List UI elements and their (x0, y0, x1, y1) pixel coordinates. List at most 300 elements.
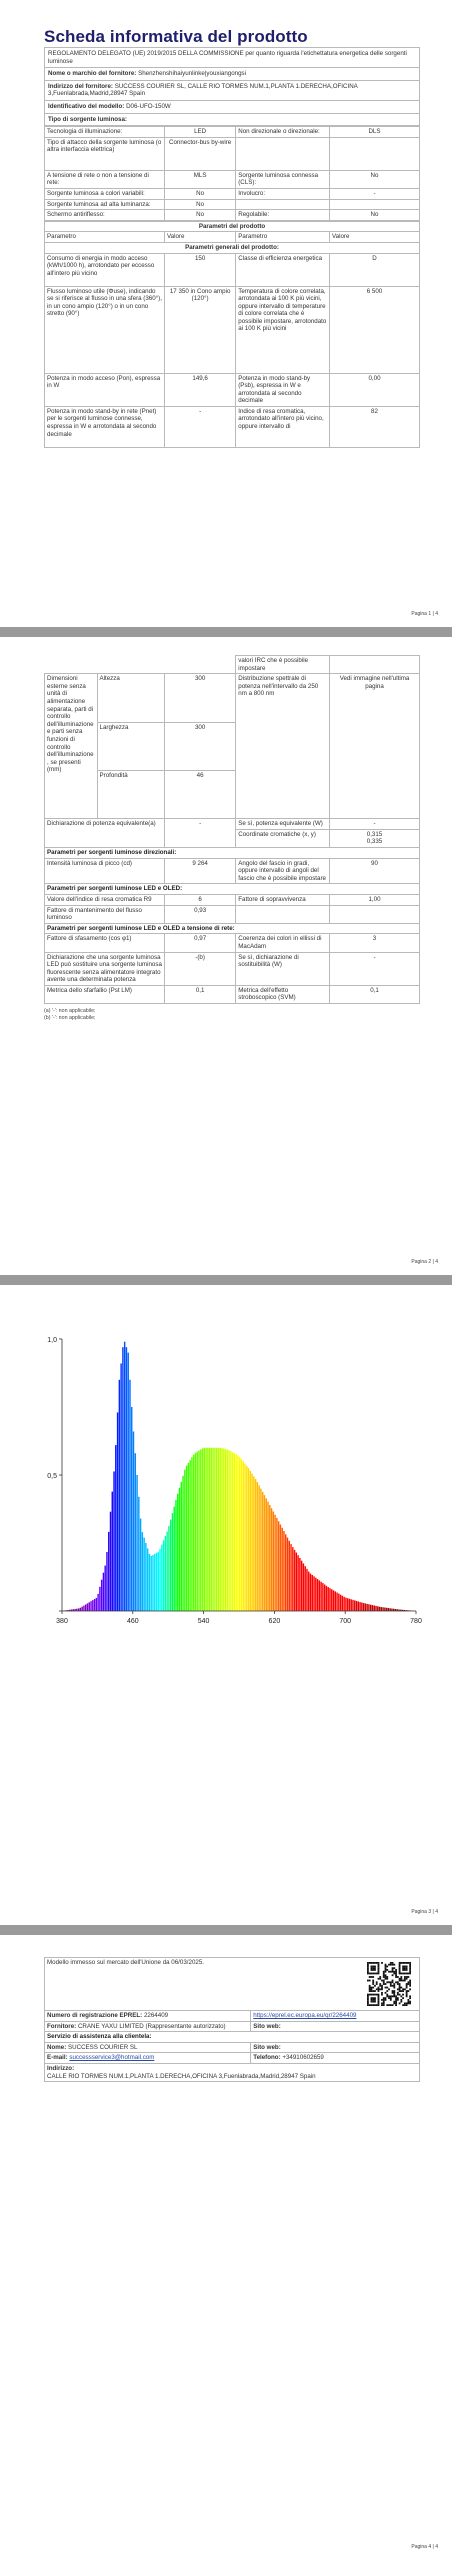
type-rows-l-label: Tecnologia di illuminazione: (45, 127, 165, 138)
general-rows-v-value: 149,6 (165, 373, 236, 406)
spd-bar (143, 1538, 144, 1611)
spd-bar (234, 1453, 235, 1611)
spd-bar (151, 1556, 152, 1611)
equiv-label: Dichiarazione di potenza equivalente(a) (45, 819, 165, 848)
spd-bar (352, 1600, 353, 1611)
dim-height-label: Altezza (97, 674, 165, 722)
spd-bar (315, 1578, 316, 1611)
x-tick-label: 540 (197, 1618, 210, 1625)
spd-bar (156, 1553, 157, 1611)
col-param-2: Parametro (236, 232, 330, 243)
general-rows-l-2-label: Indice di resa cromatica, arrotondato all'intero più vicino, oppure intervallo di (236, 406, 330, 447)
mains-row-l-2: Se sì, dichiarazione di sostituibilità (W) (236, 952, 330, 985)
cont-table (44, 655, 420, 1004)
spd-bar (273, 1511, 274, 1611)
type-rows-l-label: Sorgente luminosa ad alta luminanza: (45, 199, 165, 210)
spd-bar (370, 1605, 371, 1611)
model-value: D06-UFO-150W (126, 102, 171, 110)
spd-bar (158, 1552, 159, 1611)
spd-bar (119, 1380, 120, 1611)
regulation-text: REGOLAMENTO DELEGATO (UE) 2019/2015 DELLA COMMISSIONE per quanto riguarda l'etichettatura energetica delle sorgenti luminose (44, 47, 420, 68)
spd-bar (324, 1584, 325, 1611)
spd-bar (365, 1603, 366, 1611)
spd-bar (214, 1448, 215, 1611)
spd-bar (152, 1555, 153, 1611)
spd-bar (338, 1594, 339, 1611)
spd-bar (202, 1448, 203, 1611)
eprel-link-cell (251, 2011, 420, 2022)
spd-bar (280, 1525, 281, 1611)
mains-row-v-2: 0,1 (330, 985, 420, 1003)
spd-bar (211, 1448, 212, 1611)
dim-depth-value: 46 (165, 770, 236, 818)
type-rows-l-2-label: Non direzionale o direzionale: (236, 127, 330, 138)
spd-bar (205, 1448, 206, 1611)
spd-bar (260, 1489, 261, 1611)
dim-width-value: 300 (165, 722, 236, 770)
spd-bar (191, 1457, 192, 1611)
general-rows-l-2-label: Classe di efficienza energetica (236, 253, 330, 286)
supplier-row (44, 68, 420, 81)
mains-row-l-2: Metrica dell'effetto stroboscopico (SVM) (236, 985, 330, 1003)
spd-bar (101, 1580, 102, 1611)
spd-bar (322, 1583, 323, 1611)
supplier-label: Nome o marchio del fornitore: (48, 70, 137, 78)
spd-bar (166, 1532, 167, 1611)
spd-bar (147, 1548, 148, 1611)
name-row (45, 2042, 251, 2053)
spd-bar (161, 1545, 162, 1611)
spd-bar (209, 1448, 210, 1611)
mains-row-v: 0,1 (165, 985, 236, 1003)
spd-bar (90, 1601, 91, 1611)
general-rows-v-2-value: 82 (330, 406, 420, 447)
spd-bar (354, 1600, 355, 1611)
type-rows-v-value: MLS (165, 170, 236, 188)
cri-range-cont: valori IRC che è possibile impostare (236, 656, 330, 674)
spd-bar (331, 1589, 332, 1611)
spd-bar (177, 1494, 178, 1611)
email-label: E-mail: (47, 2054, 68, 2062)
phone-label: Telefono: (253, 2054, 281, 2062)
qr-code-icon (367, 1962, 411, 2006)
chart-bars (62, 1342, 416, 1611)
spd-bar (80, 1608, 81, 1611)
col-value-1: Valore (165, 232, 236, 243)
spd-bar (317, 1579, 318, 1611)
spd-bar (349, 1599, 350, 1611)
spd-bar (220, 1448, 221, 1611)
spd-bar (89, 1602, 90, 1611)
spd-bar (94, 1599, 95, 1611)
spd-bar (267, 1502, 268, 1611)
spd-bar (124, 1342, 125, 1611)
spd-bar (377, 1606, 378, 1611)
spd-bar (103, 1573, 104, 1611)
general-rows-l-label: Potenza in modo stand-by in rete (Pnet) per le sorgenti luminose connesse, espressa in W e arrotondata al secondo decimale (45, 406, 165, 447)
name-value: SUCCESS COURIER SL (68, 2043, 138, 2051)
spd-bar (389, 1608, 390, 1611)
spd-bar (142, 1532, 143, 1611)
spd-bar (340, 1595, 341, 1611)
type-rows-v-2-value (330, 199, 420, 210)
spd-bar (269, 1505, 270, 1611)
general-rows-l-label: Consumo di energia in modo acceso (kWh/1000 h), arrotondato per eccesso all'intero più vicino (45, 253, 165, 286)
spd-bar (347, 1598, 348, 1611)
spd-bar (343, 1597, 344, 1611)
page-1 (0, 0, 452, 627)
spd-bar (363, 1603, 364, 1611)
spd-bar (361, 1603, 362, 1611)
spd-bar (230, 1451, 231, 1611)
x-tick-label: 780 (410, 1618, 422, 1625)
params-table (44, 221, 420, 448)
spd-bar (328, 1587, 329, 1611)
page-number: Pagina 4 | 4 (411, 2544, 438, 2550)
spd-bar (372, 1605, 373, 1611)
led-row-v-2: 1,00 (330, 894, 420, 905)
spd-bar (122, 1347, 123, 1611)
spd-bar (304, 1566, 305, 1611)
spd-bar (262, 1492, 263, 1611)
addr-label: Indirizzo: (47, 2064, 75, 2072)
spd-bar (276, 1518, 277, 1611)
mains-row-l: Metrica dello sfarfallio (Pst LM) (45, 985, 165, 1003)
col-param-1: Parametro (45, 232, 165, 243)
led-row-l-2 (236, 905, 330, 923)
spd-bar (133, 1431, 134, 1611)
name-label: Nome: (47, 2043, 67, 2051)
general-rows-v-value: - (165, 406, 236, 447)
equiv-label-2: Se sì, potenza equivalente (W) (236, 819, 330, 830)
type-rows-v-value: No (165, 210, 236, 221)
sheet-4 (44, 1957, 420, 2082)
general-rows-v-2-value: 0,00 (330, 373, 420, 406)
general-rows-l-2-label: Temperatura di colore correlata, arrotondata ai 100 K più vicini, oppure intervallo di temperature di colore correlata che è possibile impostare, arrotondato ai 100 K più vicini (236, 286, 330, 373)
x-tick-label: 460 (126, 1618, 139, 1625)
spd-bar (135, 1453, 136, 1611)
spd-bar (335, 1591, 336, 1611)
spd-bar (85, 1604, 86, 1611)
spd-bar (326, 1586, 327, 1611)
mains-row-v-2: 3 (330, 934, 420, 952)
phone-row (251, 2053, 420, 2064)
spd-bar (301, 1561, 302, 1611)
spd-bar (198, 1451, 199, 1611)
spd-bar (129, 1380, 130, 1611)
spd-bar (241, 1459, 242, 1611)
spd-bar (218, 1448, 219, 1611)
spd-bar (239, 1457, 240, 1611)
dim-height-value: 300 (165, 674, 236, 722)
mains-row-l-2: Coerenza dei colori in ellissi di MacAdam (236, 934, 330, 952)
spd-bar (193, 1455, 194, 1611)
supplier-label: Fornitore: (47, 2022, 77, 2030)
spd-bar (250, 1471, 251, 1611)
address-row (44, 81, 420, 101)
spd-bar (248, 1468, 249, 1611)
phone-value: +34910602659 (282, 2054, 324, 2062)
spd-bar (388, 1608, 389, 1611)
spd-bar (306, 1569, 307, 1611)
mains-row-l: Fattore di sfasamento (cos φ1) (45, 934, 165, 952)
type-rows-l-label: Tipo di attacco della sorgente luminosa (o altra interfaccia elettrica) (45, 137, 165, 170)
address-value: SUCCESS COURIER SL, CALLE RIO TORMES NUM.1,PLANTA 1.DERECHA,OFICINA 3,Fuenlabrada,Madrid,28947 Spain (48, 82, 358, 98)
mains-row-v: -(b) (165, 952, 236, 985)
dim-depth-label: Profondità (97, 770, 165, 818)
spd-bar (342, 1596, 343, 1611)
type-rows-v-2-value (330, 137, 420, 170)
general-rows-l-label: Potenza in modo acceso (Pon), espressa in W (45, 373, 165, 406)
spd-bar (264, 1495, 265, 1611)
spd-bar (336, 1593, 337, 1611)
spd-bar (126, 1347, 127, 1611)
spd-bar (117, 1412, 118, 1611)
params-header: Parametri del prodotto (45, 221, 420, 232)
type-rows-v-2-value: No (330, 170, 420, 188)
addr-row (45, 2063, 420, 2081)
spd-bar (174, 1507, 175, 1611)
spd-bar (296, 1553, 297, 1611)
spd-bar (92, 1600, 93, 1611)
x-tick-label: 380 (56, 1618, 68, 1625)
spd-bar (345, 1598, 346, 1611)
general-rows-v-2-value: D (330, 253, 420, 286)
type-rows-v-value: LED (165, 127, 236, 138)
type-rows-v-2-value: DLS (330, 127, 420, 138)
site-label: Sito web: (253, 2022, 281, 2030)
spd-bar (172, 1513, 173, 1611)
page-number: Pagina 2 | 4 (411, 1259, 438, 1265)
sheet-2 (44, 655, 420, 1022)
type-table (44, 126, 420, 221)
x-tick-label: 620 (268, 1618, 281, 1625)
spd-bar (149, 1554, 150, 1611)
type-rows-v-2-value: - (330, 188, 420, 199)
y-tick-label: 0,5 (47, 1473, 57, 1480)
led-header: Parametri per sorgenti luminose LED e OLED: (45, 884, 420, 895)
spd-bar (112, 1492, 113, 1611)
type-rows-v-2-value: No (330, 210, 420, 221)
market-text: Modello immesso sul mercato dell'Unione da 06/03/2025. (47, 1959, 204, 1966)
eprel-row (45, 2011, 251, 2022)
chroma-x: 0,315 (366, 830, 383, 838)
dir-value: 9 264 (165, 858, 236, 884)
spd-bar (243, 1461, 244, 1611)
email-row (45, 2053, 251, 2064)
type-rows-l-2-label: Sorgente luminosa connessa (CLS): (236, 170, 330, 188)
spd-bar (204, 1448, 205, 1611)
model-label: Identificativo del modello: (48, 102, 125, 110)
equiv-value-2: - (330, 819, 420, 830)
spectral-value: Vedi immagine nell'ultima pagina (330, 674, 420, 819)
spd-bar (358, 1601, 359, 1611)
spd-bar (170, 1520, 171, 1611)
spectral-label: Distribuzione spettrale di potenza nell'intervallo da 250 nm a 800 nm (236, 674, 330, 819)
address-label: Indirizzo del fornitore: (48, 82, 113, 90)
chroma-label: Coordinate cromatiche (x, y) (236, 829, 330, 847)
service-header: Servizio di assistenza alla clientela: (45, 2032, 420, 2043)
spd-bar (313, 1576, 314, 1611)
spd-bar (255, 1479, 256, 1611)
spd-bar (289, 1541, 290, 1611)
market-row (45, 1958, 420, 2011)
type-rows-v-value: No (165, 199, 236, 210)
spd-bar (333, 1590, 334, 1611)
site-row (251, 2021, 420, 2032)
spd-bar (163, 1540, 164, 1611)
type-rows-v-value: Connector-bus by-wire (165, 137, 236, 170)
spd-bar (83, 1606, 84, 1611)
spd-bar (184, 1470, 185, 1611)
dim-width-label: Larghezza (97, 722, 165, 770)
spd-bar (227, 1450, 228, 1611)
spd-bar (237, 1455, 238, 1611)
spd-bar (99, 1587, 100, 1611)
spd-bar (287, 1538, 288, 1611)
spd-bar (212, 1448, 213, 1611)
spd-bar (266, 1498, 267, 1611)
supplier-row (45, 2021, 251, 2032)
spd-bar (200, 1449, 201, 1611)
spd-bar (320, 1582, 321, 1611)
site2-row (251, 2042, 420, 2053)
spd-bar (235, 1454, 236, 1611)
spd-bar (175, 1500, 176, 1611)
spd-bar (179, 1488, 180, 1611)
footnote-b: (b) '-': non applicabile; (44, 1015, 96, 1022)
led-row-v: 6 (165, 894, 236, 905)
spd-bar (232, 1452, 233, 1611)
page-4 (0, 1935, 452, 2560)
eprel-link[interactable]: https://eprel.ec.europa.eu/qr/2264409 (253, 2012, 357, 2019)
supplier-value: CRANE YAXU LIMITED (Rappresentante autorizzato) (77, 2022, 226, 2030)
spd-bar (382, 1607, 383, 1611)
spd-bar (97, 1594, 98, 1611)
spd-bar (188, 1463, 189, 1611)
page-3 (0, 1285, 452, 1925)
footnote-a: (a) '-': non applicabile; (44, 1008, 96, 1015)
spd-bar (253, 1476, 254, 1611)
email-link[interactable]: successservice3@hotmail.com (69, 2054, 155, 2062)
spd-bar (368, 1604, 369, 1611)
y-tick-label: 1,0 (47, 1337, 57, 1344)
spd-bar (274, 1515, 275, 1611)
spd-bar (165, 1536, 166, 1611)
general-rows-l-label: Flusso luminoso utile (Φuse), indicando se si riferisce al flusso in una sfera (360°), in un cono ampio (120°) o in un cono stretto (90°) (45, 286, 165, 373)
type-rows-l-2-label (236, 199, 330, 210)
page-2 (0, 637, 452, 1275)
col-value-2: Valore (330, 232, 420, 243)
spd-bar (110, 1512, 111, 1611)
spd-bar (359, 1602, 360, 1611)
spd-bar (168, 1526, 169, 1611)
led-row-v: 0,93 (165, 905, 236, 923)
spd-bar (374, 1605, 375, 1611)
spd-bar (120, 1363, 121, 1611)
led-row-l: Fattore di mantenimento del flusso luminoso (45, 905, 165, 923)
spd-bar (81, 1607, 82, 1611)
eprel-value: 2264409 (143, 2012, 169, 2019)
spd-bar (283, 1531, 284, 1611)
chroma-y: 0,335 (366, 838, 383, 846)
general-header: Parametri generali del prodotto: (45, 242, 420, 253)
type-rows-l-label: Sorgente luminosa a colori variabili: (45, 188, 165, 199)
site2-label: Sito web: (253, 2043, 281, 2051)
spd-bar (271, 1508, 272, 1611)
document-title: Scheda informativa del prodotto (44, 27, 308, 46)
spd-bar (381, 1607, 382, 1611)
model-row (44, 101, 420, 114)
type-rows-l-2-label: Involucro: (236, 188, 330, 199)
eprel-label: Numero di registrazione EPREL: (47, 2012, 143, 2019)
equiv-value: - (165, 819, 236, 848)
spd-bar (181, 1482, 182, 1611)
general-rows-v-value: 150 (165, 253, 236, 286)
spd-bar (308, 1572, 309, 1611)
page-number: Pagina 1 | 4 (411, 611, 438, 617)
led-row-l-2: Fattore di sopravvivenza (236, 894, 330, 905)
dir-header: Parametri per sorgenti luminose direzionali: (45, 847, 420, 858)
spd-bar (221, 1448, 222, 1611)
spd-bar (244, 1464, 245, 1611)
type-rows-v-value: No (165, 188, 236, 199)
spd-bar (285, 1534, 286, 1611)
spd-bar (258, 1485, 259, 1611)
type-rows-l-2-label: Regolabile: (236, 210, 330, 221)
spd-bar (115, 1445, 116, 1611)
addr-value: CALLE RIO TORMES NUM.1,PLANTA 1.DERECHA,OFICINA 3,Fuenlabrada,Madrid,28947 Spain (47, 2072, 316, 2080)
general-rows-v-value: 17 350 in Cono ampio (120°) (165, 286, 236, 373)
spd-bar (113, 1471, 114, 1611)
spd-bar (108, 1532, 109, 1611)
spd-bar (281, 1528, 282, 1611)
spd-bar (228, 1450, 229, 1611)
spd-bar (186, 1465, 187, 1611)
spd-bar (159, 1549, 160, 1611)
type-rows-l-2-label (236, 137, 330, 170)
page-number: Pagina 3 | 4 (411, 1909, 438, 1915)
spd-bar (356, 1601, 357, 1611)
spd-bar (140, 1519, 141, 1611)
spd-bar (189, 1460, 190, 1611)
spd-bar (329, 1588, 330, 1611)
spd-bar (182, 1476, 183, 1611)
spd-bar (294, 1550, 295, 1611)
spd-bar (96, 1598, 97, 1611)
beam-label: Angolo del fascio in gradi, oppure intervallo di angoli del fascio che è possibile impostare (236, 858, 330, 884)
spd-bar (251, 1474, 252, 1611)
spd-bar (87, 1603, 88, 1611)
spd-bar (290, 1544, 291, 1611)
mains-row-v-2: - (330, 952, 420, 985)
spd-bar (225, 1449, 226, 1611)
sheet-1 (44, 26, 420, 448)
spd-bar (386, 1608, 387, 1611)
spd-bar (319, 1580, 320, 1611)
x-tick-label: 700 (339, 1618, 352, 1625)
led-row-l: Valore dell'indice di resa cromatica R9 (45, 894, 165, 905)
spd-bar (104, 1566, 105, 1611)
spd-bar (312, 1575, 313, 1611)
spd-bar (136, 1475, 137, 1611)
chroma-values (330, 829, 420, 847)
info-table (44, 1957, 420, 2082)
spd-bar (216, 1448, 217, 1611)
spd-bar (297, 1555, 298, 1611)
spd-bar (223, 1449, 224, 1611)
spd-bar (106, 1552, 107, 1611)
